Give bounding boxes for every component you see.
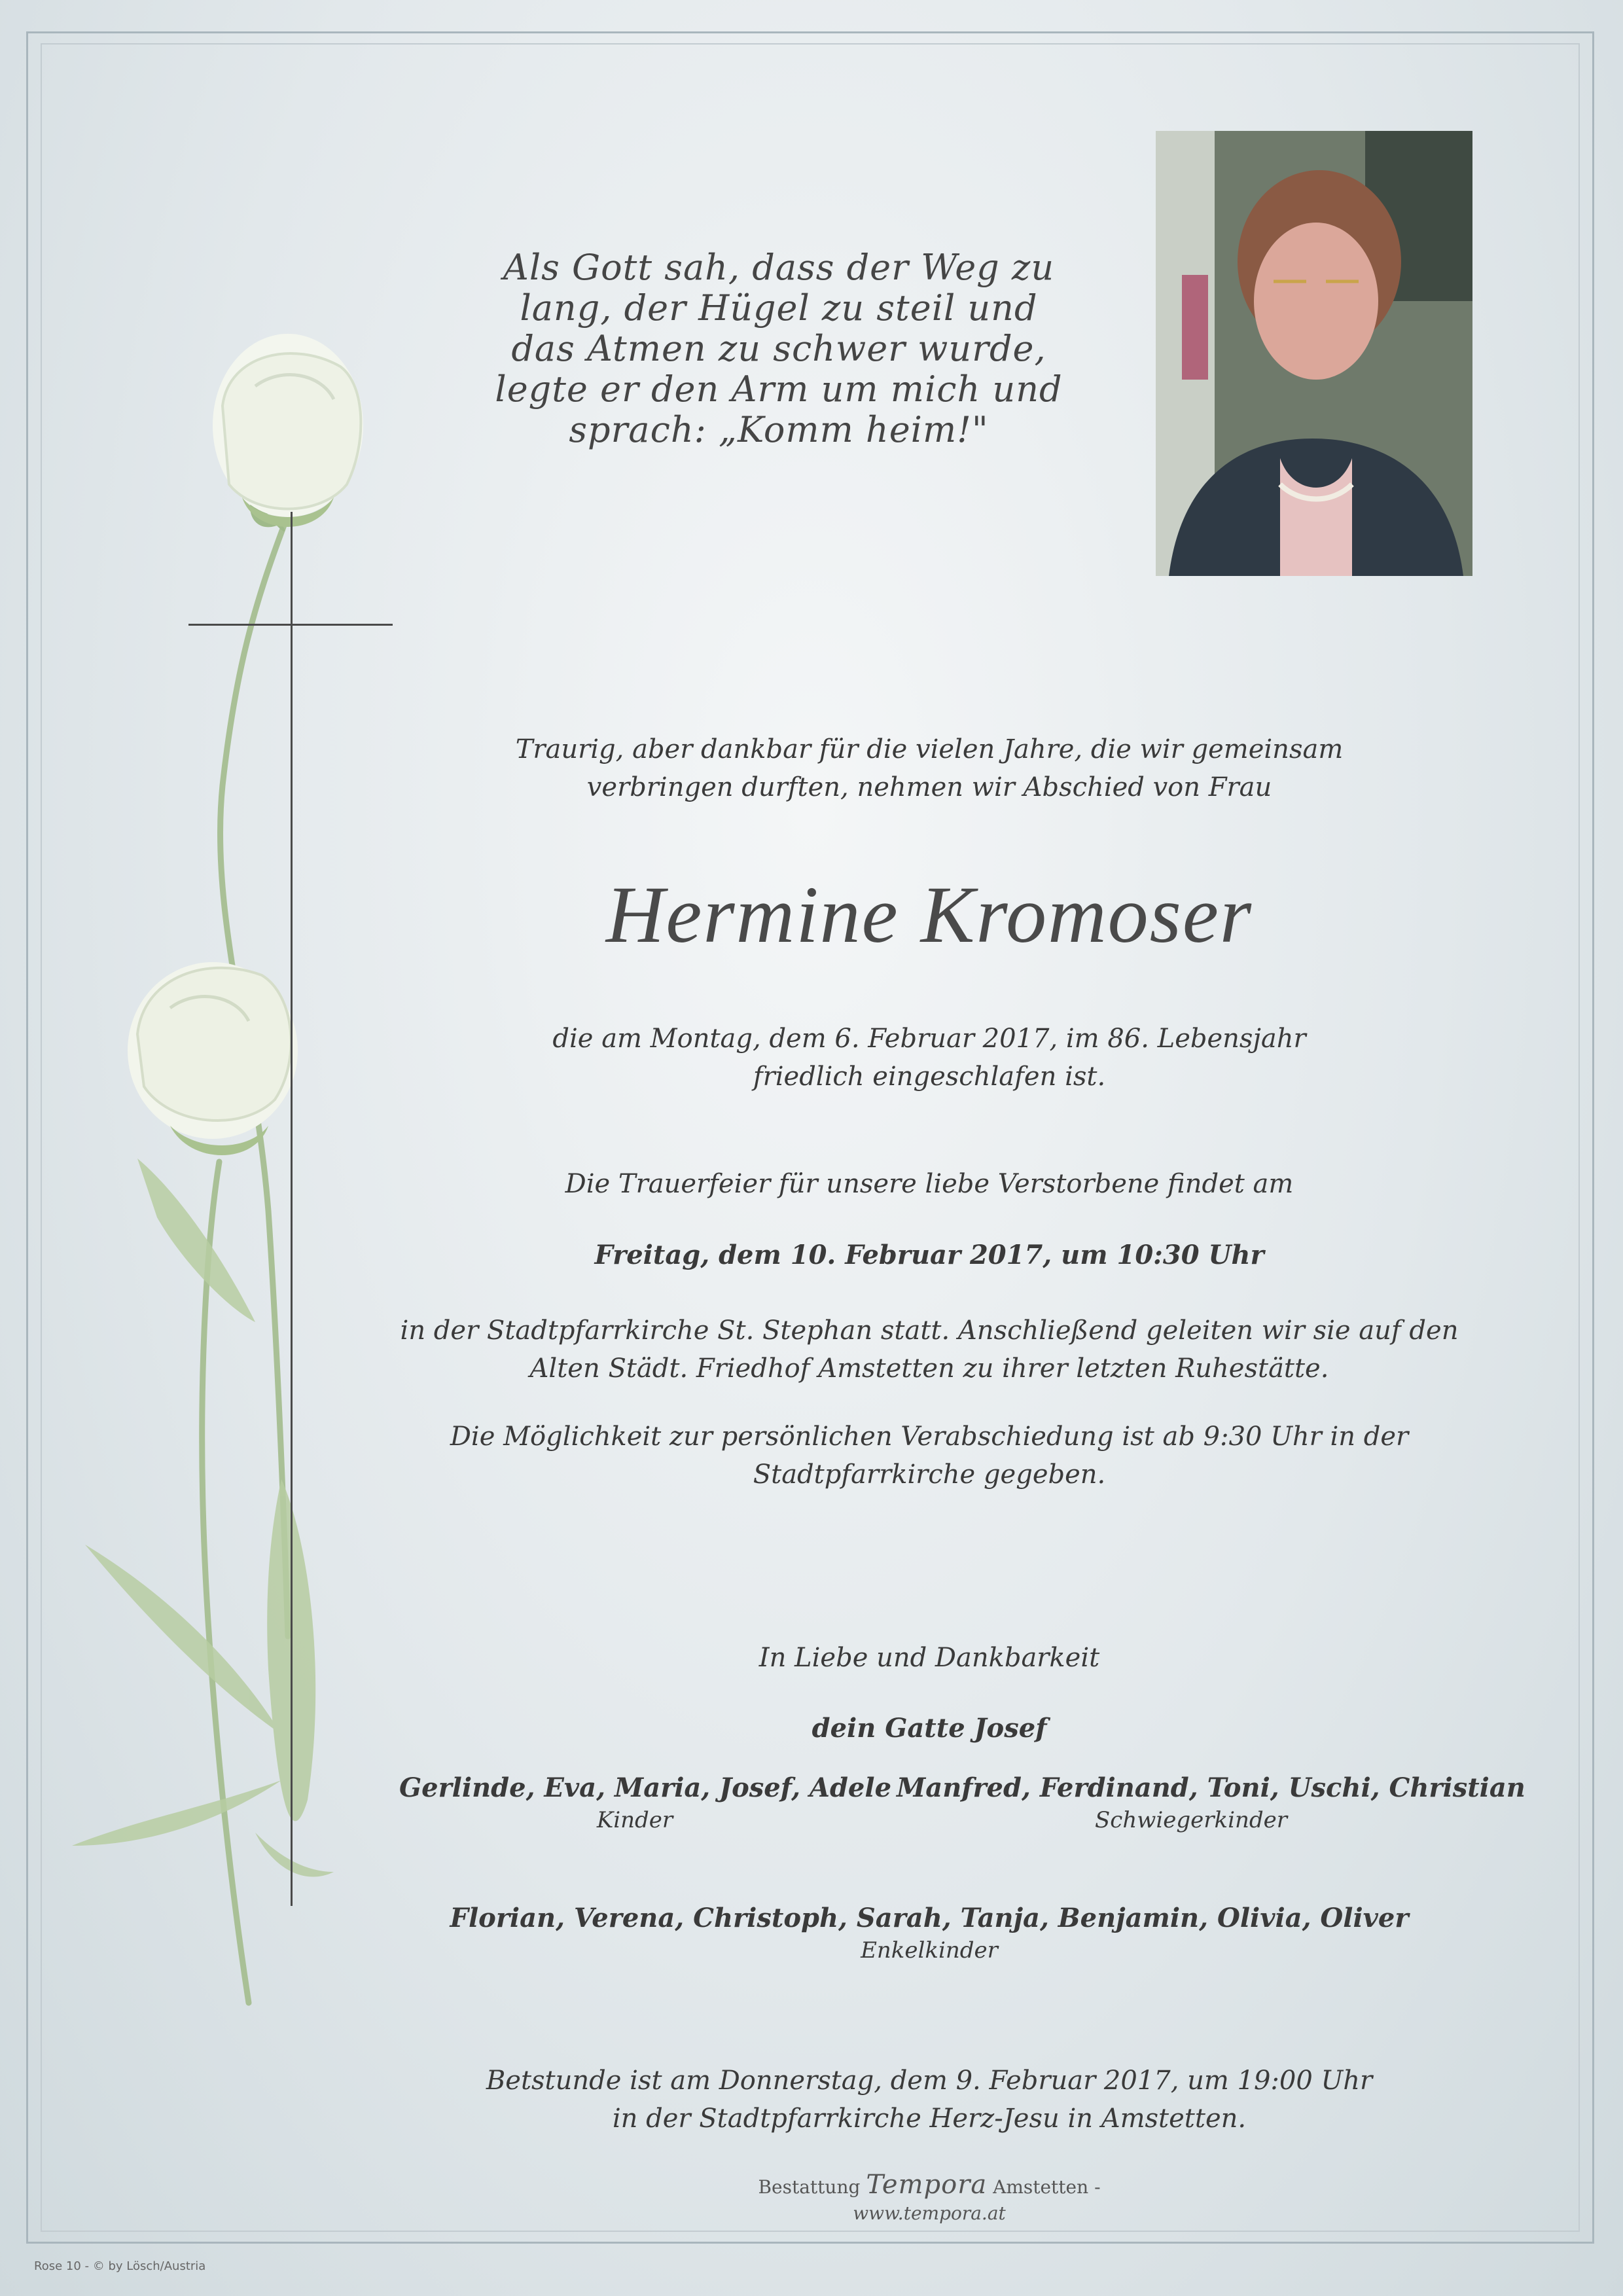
grandchildren-group [366,1901,1492,1965]
deceased-name: Hermine Kromoser [605,870,1253,960]
children-names: Gerlinde, Eva, Maria, Josef, Adele [399,1772,892,1803]
poem [406,247,1152,450]
funeral-home-footer [700,2172,1158,2227]
cross-horizontal [188,624,393,626]
location-line: in der Stadtpfarrkirche St. Stephan statt. Anschließend geleiten wir sie auf den [400,1316,1459,1346]
death-line: friedlich eingeschlafen ist. [753,1062,1106,1092]
children-in-law-group [897,1771,1525,1835]
intro-line: Traurig, aber dankbar für die vielen Jahre, die wir gemeinsam [515,734,1344,764]
portrait-photo [1156,131,1472,576]
cross-vertical [291,512,293,1906]
poem-line: lang, der Hügel zu steil und [520,287,1038,329]
farewell-info [366,1418,1492,1494]
grandchildren-role: Enkelkinder [861,1937,998,1964]
children-in-law-names: Manfred, Ferdinand, Toni, Uschi, Christian [897,1772,1525,1803]
footer-url: www.tempora.at [853,2202,1006,2224]
children-in-law-role: Schwiegerkinder [1095,1807,1287,1833]
intro-line: verbringen durften, nehmen wir Abschied von Frau [586,772,1272,802]
footer-suffix: Amstetten - [993,2176,1101,2198]
ceremony-date: Freitag, dem 10. Februar 2017, um 10:30 Uhr [594,1240,1264,1270]
farewell-line: Stadtpfarrkirche gegeben. [753,1460,1106,1490]
prayer-notice [366,2062,1492,2138]
closing-phrase: In Liebe und Dankbarkeit [758,1643,1100,1673]
ceremony-intro: Die Trauerfeier für unsere liebe Verstorbene findet am [565,1169,1294,1199]
death-line: die am Montag, dem 6. Februar 2017, im 86. Lebensjahr [552,1024,1306,1054]
spouse-name: dein Gatte Josef [812,1713,1047,1744]
poem-line: Als Gott sah, dass der Weg zu [503,247,1055,288]
farewell-line: Die Möglichkeit zur persönlichen Verabschiedung ist ab 9:30 Uhr in der [450,1422,1409,1452]
ceremony-location [366,1312,1492,1388]
prayer-line: Betstunde ist am Donnerstag, dem 9. Februar 2017, um 19:00 Uhr [486,2066,1373,2096]
children-role: Kinder [596,1807,673,1833]
death-notice [366,1020,1492,1096]
footer-brand: Tempora [866,2170,988,2200]
image-credit: Rose 10 - © by Lösch/Austria [34,2259,206,2273]
poem-line: legte er den Arm um mich und [495,368,1063,410]
poem-line: das Atmen zu schwer wurde, [511,328,1046,369]
intro-text [366,730,1492,806]
footer-prefix: Bestattung [758,2176,861,2198]
children-group [399,1771,892,1835]
prayer-line: in der Stadtpfarrkirche Herz-Jesu in Amstetten. [612,2104,1247,2134]
poem-line: sprach: „Komm heim!" [569,409,989,450]
location-line: Alten Städt. Friedhof Amstetten zu ihrer letzten Ruhestätte. [529,1354,1329,1384]
grandchildren-names: Florian, Verena, Christoph, Sarah, Tanja, Benjamin, Olivia, Oliver [450,1903,1409,1933]
